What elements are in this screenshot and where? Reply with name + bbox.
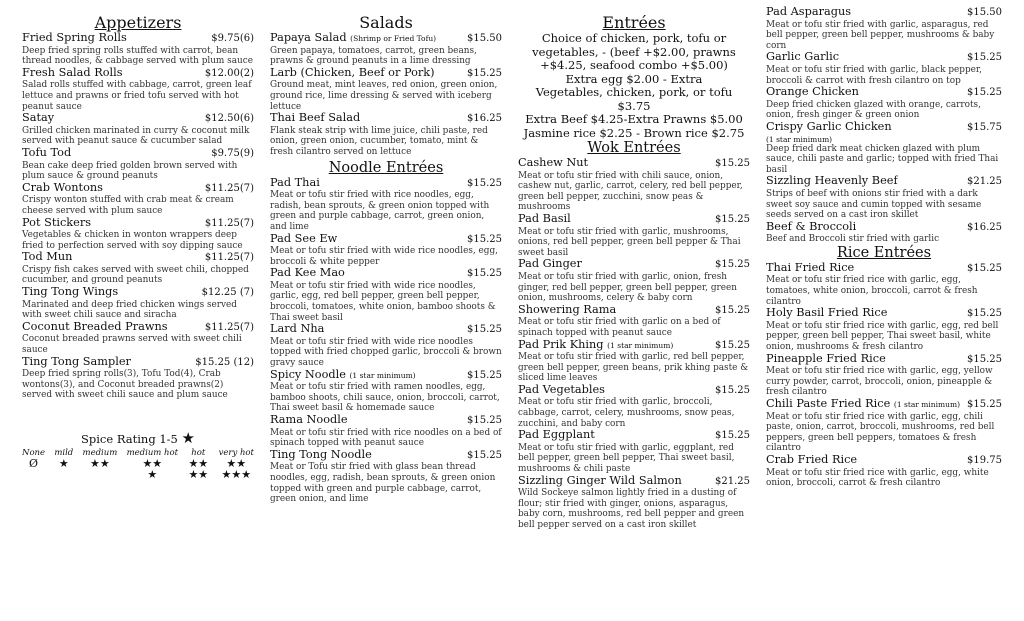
menu-item-name: Crab Fried Rice [766, 453, 858, 466]
menu-item-description: Crispy wonton stuffed with crab meat & cream cheese served with plum sauce [22, 195, 234, 216]
menu-item [270, 369, 502, 414]
menu-item-note: (1 star minimum) [607, 340, 674, 350]
menu-item-name: Spicy Noodle [270, 368, 346, 381]
menu-item-header [22, 67, 254, 81]
spice-level-label: medium [82, 448, 118, 458]
menu-item-name: Pad See Ew [270, 232, 338, 245]
spice-level-label: mild [54, 448, 74, 458]
menu-item-name-wrap [518, 304, 616, 317]
menu-item-price: $15.25 [967, 87, 1002, 99]
menu-item-description: Ground meat, mint leaves, red onion, green onion, ground rice, lime dressing & served with iceberg lettuce [270, 80, 498, 112]
menu-item-name-wrap [766, 6, 851, 19]
menu-item-header [766, 6, 1002, 20]
no-spice-icon: Ø [29, 457, 39, 470]
menu-item-price: $11.25(7) [204, 217, 254, 229]
menu-item-name-wrap [22, 32, 127, 45]
menu-item-name-wrap [518, 258, 582, 271]
menu-item-name-wrap [270, 177, 320, 190]
menu-item-name: Crab Wontons [22, 181, 103, 194]
menu-item-header [766, 398, 1002, 412]
menu-item-description: Vegetables & chicken in wonton wrappers deep fried to perfection served with soy dipping sauce [22, 230, 243, 251]
menu-item-description: Meat or tofu stir fried with garlic, broccoli, cabbage, carrot, celery, mushrooms, snow peas, zucchini, and baby corn [518, 397, 735, 429]
menu-item-name-wrap [518, 157, 588, 170]
menu-item-description: Green papaya, tomatoes, carrot, green beans, prawns & ground peanuts in a lime dressing [270, 45, 477, 67]
menu-item-name: Lard Nha [270, 323, 325, 336]
menu-item-header [518, 384, 750, 398]
menu-item-description: Meat or tofu stir fried with rice noodles, egg, radish, bean sprouts, & green onion topped with green and purple cabbage, carrot, green onion, and lime [270, 190, 490, 232]
menu-item-name-wrap [22, 217, 91, 230]
menu-item-name-wrap [270, 32, 436, 46]
menu-item-description: Meat or tofu stir fried with garlic, black pepper, broccoli & carrot with fresh cilantro on top [766, 64, 982, 86]
menu-item-name-wrap [22, 67, 123, 80]
menu-item-price: $15.25 [467, 449, 502, 461]
menu-item-description: Wild Sockeye salmon lightly fried in a dusting of flour; stir fried with ginger, onions, asparagus, baby corn, mushrooms, red bell pepper and green bell pepper served on a cast iron skillet [518, 488, 745, 530]
rice-heading: Rice Entrées [836, 244, 932, 261]
menu-item-header [22, 147, 254, 161]
menu-item [22, 251, 254, 286]
specials-list [766, 6, 1002, 245]
entrees-intro-line: Jasmine rice $2.25 - Brown rice $2.75 [523, 125, 745, 140]
menu-item-description: Deep fried spring rolls(3), Tofu Tod(4), Crab wontons(3), and Coconut breaded prawns(2) served with sweet chili sauce and plum sauce [22, 369, 228, 401]
menu-item [766, 175, 1002, 220]
menu-item-name-wrap [766, 353, 886, 366]
menu-item [270, 414, 502, 449]
menu-item-description: Meat or tofu stir fried with garlic on a bed of spinach topped with peanut sauce [518, 317, 721, 338]
menu-item-name-wrap [22, 286, 118, 299]
menu-item-header [766, 221, 1002, 235]
menu-item-header [270, 267, 502, 281]
menu-item-name-wrap [766, 262, 854, 275]
menu-item [766, 398, 1002, 454]
menu-item-name-wrap [22, 356, 131, 369]
spice-level-label: very hot [218, 448, 254, 458]
menu-item-price: $15.25 [715, 213, 750, 225]
entrees-intro-line: Vegetables, chicken, pork, or tofu $3.75 [535, 85, 733, 113]
menu-item-price: $15.25 [715, 259, 750, 271]
menu-item-name-wrap [270, 323, 324, 336]
menu-item-header [518, 213, 750, 227]
menu-item-name: Pad Prik Khing [518, 338, 604, 351]
menu-item-name-wrap [22, 321, 168, 334]
menu-item-description: Salad rolls stuffed with cabbage, carrot, green leaf lettuce and prawns or fried tofu served with hot peanut sauce [22, 80, 252, 112]
menu-item-note: (1 star minimum) [349, 370, 416, 380]
menu-item-header [22, 217, 254, 231]
menu-item-description: Meat or tofu stir fried with garlic, asparagus, red bell pepper, green bell pepper, mushrooms & baby corn [766, 19, 995, 51]
wok-list [518, 157, 750, 531]
menu-item-header [22, 321, 254, 335]
menu-item-price: $11.25(7) [204, 321, 254, 333]
menu-item-header [270, 369, 502, 383]
menu-item-name: Pad Vegetables [518, 383, 605, 396]
menu-item-price: $19.75 [967, 454, 1002, 466]
menu-item [518, 258, 750, 303]
menu-item-name-wrap [766, 51, 839, 64]
menu-item-description: Meat or tofu stir fried rice with garlic, egg, yellow curry powder, carrot, broccoli, onion, pineapple & fresh cilantro [766, 366, 993, 398]
star-icon: ★★ ★ [142, 457, 163, 481]
spice-rating [22, 431, 254, 480]
menu-item-name: Pineapple Fried Rice [766, 352, 886, 365]
star-icon: ★★ ★★ [188, 457, 209, 481]
spice-level [54, 448, 73, 480]
entrees-intro-line: Extra Beef $4.25-Extra Prawns $5.00 [525, 112, 743, 126]
menu-item-name: Tofu Tod [22, 146, 72, 159]
spice-level-label: medium hot [126, 448, 179, 458]
menu-item-header [270, 233, 502, 247]
appetizers-heading: Appetizers [94, 13, 182, 32]
menu-item-price: $15.25 [467, 67, 502, 79]
menu-item-header [270, 67, 502, 81]
menu-item-price: $15.25 [467, 233, 502, 245]
menu-item [22, 67, 254, 112]
menu-item-header [766, 51, 1002, 65]
spice-level [83, 448, 118, 480]
menu-item-name: Cashew Nut [518, 157, 589, 169]
menu-item-price: $15.25 [715, 430, 750, 442]
menu-item [766, 51, 1002, 86]
appetizers-column [22, 14, 254, 480]
menu-item-price: $15.25 [467, 268, 502, 280]
menu-item-price: $15.25 [967, 262, 1002, 274]
menu-item-price: $21.25 [967, 176, 1002, 188]
menu-item-header [270, 449, 502, 463]
menu-item-name-wrap [766, 398, 960, 412]
menu-item [766, 6, 1002, 51]
menu-item-price: $15.25 (12) [195, 356, 254, 368]
noodles-heading: Noodle Entrées [328, 159, 444, 176]
menu-item-name: Garlic Garlic [766, 51, 840, 64]
menu-item [22, 147, 254, 182]
menu-item [270, 449, 502, 505]
menu-item-header [766, 307, 1002, 321]
menu-item-header [270, 323, 502, 337]
menu-item [22, 182, 254, 217]
menu-item-header [518, 258, 750, 272]
menu-item-description: Meat or tofu stir fried with wide rice noodles, garlic, egg, red bell pepper, green bell pepper, broccoli, tomatoes, white onion, bamboo shoots & Thai sweet basil [270, 280, 496, 323]
menu-item [766, 307, 1002, 352]
menu-item [766, 86, 1002, 121]
menu-item-name: Coconut Breaded Prawns [22, 320, 168, 333]
star-icon: ★ [58, 457, 69, 470]
menu-item-description: Meat or tofu stir fried rice with garlic, egg, white onion, broccoli, carrot & fresh cilantro [766, 467, 989, 489]
menu-item-price: $15.25 [467, 177, 502, 189]
menu-item-description: Beef and Broccoli stir fried with garlic [766, 234, 940, 245]
menu-item-price: $9.75(6) [211, 33, 254, 44]
spice-level-label: hot [191, 448, 206, 458]
menu-item-header [518, 429, 750, 443]
menu-item-name-wrap [22, 182, 103, 195]
spice-level [127, 448, 179, 480]
menu-item [270, 323, 502, 368]
spice-level-label: None [22, 448, 46, 458]
menu-item-name: Papaya Salad [270, 32, 347, 44]
entrees-intro [518, 32, 750, 140]
menu-item-name-wrap [270, 233, 337, 246]
menu-item-description: Meat or tofu stir fried with garlic, red bell pepper, green bell pepper, green beans, prik khing paste & sliced lime leaves [518, 352, 749, 384]
menu-item [518, 429, 750, 474]
menu-item-name-wrap [766, 86, 859, 99]
menu-item [270, 177, 502, 233]
menu-item-header [22, 286, 254, 300]
menu-item-description: Deep fried spring rolls stuffed with carrot, bean thread noodles, & cabbage served with plum sauce [22, 45, 253, 67]
menu-item-name: Fresh Salad Rolls [22, 66, 123, 79]
menu-item [22, 286, 254, 321]
menu-item-name: Pad Kee Mao [270, 267, 345, 280]
menu-item-name: Showering Rama [518, 303, 617, 316]
menu-item-description: Meat or tofu stir fried rice with garlic, egg, chili paste, onion, carrot, broccoli, mushrooms, red bell peppers, green bell peppers, tomatoes & fresh cilantro [766, 411, 995, 454]
menu-item-name-wrap [270, 112, 360, 125]
menu-item-name-wrap [22, 112, 54, 125]
menu-item-header [766, 454, 1002, 468]
menu-item-price: $12.00(2) [204, 67, 254, 79]
menu-item-name: Thai Beef Salad [270, 112, 361, 125]
menu-item-header [270, 414, 502, 428]
menu-item-header [518, 304, 750, 318]
menu-item-header [766, 121, 1002, 135]
menu-item-header [22, 251, 254, 265]
menu-item-name: Pad Basil [518, 212, 571, 225]
menu-item-price: $16.25 [967, 221, 1002, 233]
noodles-list [270, 177, 502, 505]
menu-item [270, 32, 502, 67]
menu-item [518, 304, 750, 339]
spice-rating-label: Spice Rating 1-5 [81, 432, 178, 446]
menu-item [22, 217, 254, 252]
menu-item-header [766, 353, 1002, 367]
menu-item-price: $21.25 [715, 475, 750, 487]
menu-item [22, 112, 254, 147]
menu-item-price: $15.25 [467, 324, 502, 336]
menu-item [22, 32, 254, 67]
menu-item-name: Chili Paste Fried Rice [766, 398, 891, 410]
menu-item-name: Tod Mun [22, 251, 73, 264]
menu-item-note: (1 star minimum) [893, 400, 960, 409]
entrees-column [518, 14, 750, 531]
entrees-intro-line: Extra egg $2.00 - Extra [565, 71, 703, 86]
menu-item-price: $11.25(7) [204, 182, 254, 194]
menu-item-header [22, 356, 254, 370]
menu-item-header [270, 112, 502, 126]
appetizers-list [22, 32, 254, 401]
menu-item-price: $15.25 [967, 308, 1002, 320]
menu-item-name-wrap [766, 307, 887, 320]
menu-item-price: $15.75 [967, 121, 1002, 133]
menu-item [518, 213, 750, 258]
menu-item-description: Strips of beef with onions stir fried with a dark sweet soy sauce and cumin topped with sesame seeds served on a cast iron skillet [766, 188, 982, 221]
menu-item-name-wrap [518, 429, 595, 442]
menu-item-price: $15.25 [715, 304, 750, 316]
menu-item-note: (Shrimp or Fried Tofu) [350, 34, 437, 43]
menu-item [518, 157, 750, 213]
menu-item-header [270, 32, 502, 46]
menu-item-name: Sizzling Ginger Wild Salmon [518, 474, 682, 487]
menu-item-price: $15.25 [467, 415, 502, 426]
menu-item-name-wrap [518, 213, 571, 226]
menu-item-description: Meat or tofu stir fried rice with garlic, egg, red bell pepper, green bell pepper, Thai sweet basil, white onion, mushrooms & fresh cilantro [766, 320, 999, 353]
spice-level [219, 448, 254, 480]
menu-item-description: Deep fried chicken glazed with orange, carrots, onion, fresh ginger & green onion [766, 99, 981, 121]
menu-item-header [270, 177, 502, 191]
menu-item-name-wrap [518, 475, 682, 488]
menu-item-name-wrap [766, 175, 898, 188]
menu-item-price: $16.25 [467, 113, 502, 125]
menu-item-price: $15.50 [967, 7, 1002, 18]
menu-item-header [766, 86, 1002, 100]
menu-item-header [766, 262, 1002, 276]
menu-item-name: Fried Spring Rolls [22, 32, 127, 44]
menu-item [270, 112, 502, 157]
menu-item-name: Ting Tong Wings [22, 286, 119, 299]
menu-item-name: Thai Fried Rice [766, 261, 855, 274]
entrees-intro-line: +$4.25, seafood combo +$5.00) [540, 58, 728, 72]
menu-item-price: $15.25 [715, 158, 750, 169]
menu-item-name-wrap [518, 384, 605, 397]
menu-item-header [22, 32, 254, 46]
entrees-intro-line: vegetables, - (beef +$2.00, prawns [532, 44, 736, 59]
salads-heading: Salads [359, 13, 413, 32]
menu-item [270, 267, 502, 323]
menu-item-name: Crispy Garlic Chicken [766, 120, 892, 133]
menu-item-name: Pad Thai [270, 176, 320, 189]
menu-item-name: Pad Eggplant [518, 429, 595, 442]
menu-item-note: (1 star minimum) [766, 134, 833, 144]
menu-item [766, 262, 1002, 307]
menu-item-description: Bean cake deep fried golden brown served with plum sauce & ground peanuts [22, 160, 238, 182]
menu-item-name: Pot Stickers [22, 216, 92, 229]
spice-levels [22, 448, 254, 480]
menu-item-name: Rama Noodle [270, 414, 348, 426]
menu-item-description: Meat or tofu stir fried with garlic, eggplant, red bell pepper, green bell pepper, Thai sweet basil, mushrooms & chili paste [518, 442, 735, 475]
menu-item-name-wrap [766, 221, 856, 234]
menu-item-name: Orange Chicken [766, 86, 859, 99]
wok-heading: Wok Entrées [587, 140, 681, 156]
menu-item-name-wrap [22, 251, 72, 264]
menu-item-name-wrap [270, 267, 345, 280]
menu-item-price: $12.25 (7) [201, 287, 254, 299]
menu-item [518, 384, 750, 429]
menu-item [766, 221, 1002, 245]
menu-item-price: $15.25 [967, 399, 1002, 410]
menu-item [518, 339, 750, 384]
menu-item-price: $15.50 [467, 33, 502, 44]
specials-rice-column [766, 6, 1002, 489]
menu-item-name-wrap [766, 454, 857, 467]
menu-item-name: Ting Tong Noodle [270, 448, 372, 461]
menu-item-name-wrap [270, 369, 416, 383]
menu-item-header [22, 112, 254, 126]
menu-item-description: Grilled chicken marinated in curry & coconut milk served with peanut sauce & cucumber salad [22, 125, 250, 147]
menu-item-description: Meat or tofu stir fried rice with garlic, egg, tomatoes, white onion, broccoli, carrot & fresh cilantro [766, 275, 978, 307]
menu-item-description: Flank steak strip with lime juice, chili paste, red onion, green onion, cucumber, tomato, mint & fresh cilantro served on lettuce [270, 125, 488, 157]
menu-item-description: Meat or tofu stir fried with wide rice noodles topped with fried chopped garlic, broccoli & brown gravy sauce [270, 336, 502, 369]
menu-item-price: $11.25(7) [204, 252, 254, 264]
menu-item-name-wrap [270, 449, 372, 462]
star-icon: ★★ [90, 457, 110, 470]
menu-item-description: Deep fried dark meat chicken glazed with plum sauce, chili paste and garlic; topped with fried Thai basil [766, 143, 999, 175]
menu-item-description: Coconut breaded prawns served with sweet chili sauce [22, 334, 242, 356]
menu-item-name: Sizzling Heavenly Beef [766, 175, 898, 188]
menu-item-price: $9.75(9) [211, 147, 254, 159]
menu-item-name-wrap [766, 121, 892, 134]
menu-item-description: Marinated and deep fried chicken wings served with sweet chili sauce and siracha [22, 299, 237, 321]
menu-item-price: $15.25 [967, 353, 1002, 365]
menu-item-price: $15.25 [467, 369, 502, 381]
entrees-heading: Entrées [602, 13, 666, 32]
menu-item-name: Holy Basil Fried Rice [766, 307, 888, 320]
spice-level [187, 448, 209, 480]
star-icon: ★ [181, 429, 195, 447]
menu-item-name: Beef & Broccoli [766, 220, 857, 233]
menu-item-header [518, 157, 750, 171]
menu-item [22, 356, 254, 401]
star-icon: ★★ ★★★ [221, 457, 252, 481]
salads-list [270, 32, 502, 158]
spice-level [22, 448, 45, 480]
menu-item-name-wrap [22, 147, 71, 160]
menu-item-name-wrap [270, 414, 348, 427]
menu-item [22, 321, 254, 356]
menu-item-header [22, 182, 254, 196]
spice-rating-title [22, 431, 254, 446]
menu-item [270, 233, 502, 268]
menu-item-name-wrap [270, 67, 435, 80]
menu-item-description: Meat or tofu stir fried with chili sauce, onion, cashew nut, garlic, carrot, celery, red bell pepper, green bell pepper, zucchini, snow peas & mushrooms [518, 170, 743, 213]
rice-list [766, 262, 1002, 489]
menu-item-header [766, 175, 1002, 189]
menu-item-name-wrap [518, 339, 673, 353]
menu-item-name: Pad Ginger [518, 258, 582, 271]
menu-item [766, 121, 1002, 175]
menu-item [766, 353, 1002, 398]
menu-item-description: Crispy fish cakes served with sweet chili, chopped cucumber, and ground peanuts [22, 264, 249, 286]
menu-item-name: Pad Asparagus [766, 6, 852, 18]
menu-item-description: Meat or tofu stir fried with rice noodles on a bed of spinach topped with peanut sauce [270, 427, 502, 449]
menu-item [766, 454, 1002, 489]
menu-item-description: Meat or tofu stir fried with ramen noodles, egg, bamboo shoots, chili sauce, onion, broccoli, carrot, Thai sweet basil & homemade sauce [270, 382, 500, 414]
salads-noodles-column [270, 14, 502, 505]
menu-item-description: Meat or tofu stir fried with garlic, onion, fresh ginger, red bell pepper, green bell pepper, green onion, mushrooms, celery & baby corn [518, 271, 737, 304]
menu-item [518, 475, 750, 531]
menu-item-description: Meat or tofu stir fried with wide rice noodles, egg, broccoli & white pepper [270, 246, 498, 267]
menu-item-header [518, 475, 750, 489]
menu-item-price: $12.50(6) [204, 113, 254, 125]
menu-item-description: Meat or tofu stir fried with garlic, mushrooms, onions, red bell pepper, green bell pepper & Thai sweet basil [518, 226, 741, 258]
menu-item-price: $15.25 [715, 339, 750, 351]
menu-item-description: Meat or Tofu stir fried with glass bean thread noodles, egg, radish, bean sprouts, & green onion topped with green and purple cabbage, carrot, green onion, and lime [270, 462, 496, 505]
menu-item-price: $15.25 [715, 384, 750, 396]
menu-item-header [518, 339, 750, 353]
menu-item-name: Satay [22, 112, 55, 125]
entrees-intro-line: Choice of chicken, pork, tofu or [541, 31, 727, 45]
menu-item-price: $15.25 [967, 52, 1002, 64]
menu-item [270, 67, 502, 112]
menu-item-name: Ting Tong Sampler [22, 355, 131, 368]
menu-item-name: Larb (Chicken, Beef or Pork) [270, 66, 435, 79]
